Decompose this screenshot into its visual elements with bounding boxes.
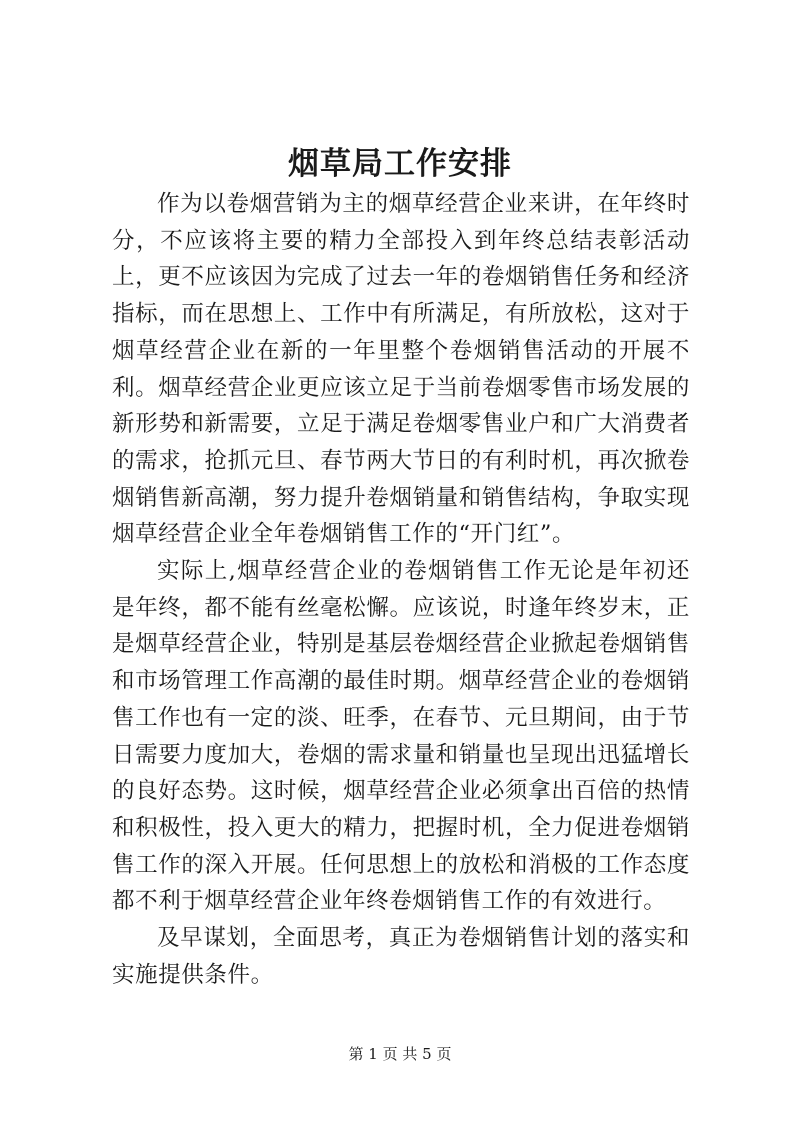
page-number-footer: 第 1 页 共 5 页 [348, 1045, 452, 1063]
document-body [112, 186, 690, 993]
paragraph-2: 实际上,烟草经营企业的卷烟销售工作无论是年初还是年终，都不能有丝毫松懈。应该说，时逢年终岁末，正是烟草经营企业，特别是基层卷烟经营企业掀起卷烟销售和市场管理工作高潮的最佳时期。烟草经营企业的卷烟销售工作也有一定的淡、旺季，在春节、元旦期间，由于节日需要力度加大，卷烟的需求量和销量也呈现出迅猛增长的良好态势。这时候，烟草经营企业必须拿出百倍的热情和积极性，投入更大的精力，把握时机，全力促进卷烟销售工作的深入开展。任何思想上的放松和消极的工作态度都不利于烟草经营企业年终卷烟销售工作的有效进行。 [112, 558, 690, 915]
paragraph-1: 作为以卷烟营销为主的烟草经营企业来讲，在年终时分，不应该将主要的精力全部投入到年终总结表彰活动上，更不应该因为完成了过去一年的卷烟销售任务和经济指标，而在思想上、工作中有所满足，有所放松，这对于烟草经营企业在新的一年里整个卷烟销售活动的开展不利。烟草经营企业更应该立足于当前卷烟零售市场发展的新形势和新需要，立足于满足卷烟零售业户和广大消费者的需求，抢抓元旦、春节两大节日的有利时机，再次掀卷烟销售新高潮，努力提升卷烟销量和销售结构，争取实现烟草经营企业全年卷烟销售工作的“开门红”。 [112, 191, 690, 548]
document-title: 烟草局工作安排 [288, 146, 512, 182]
paragraph-3: 及早谋划，全面思考，真正为卷烟销售计划的落实和实施提供条件。 [112, 925, 690, 988]
